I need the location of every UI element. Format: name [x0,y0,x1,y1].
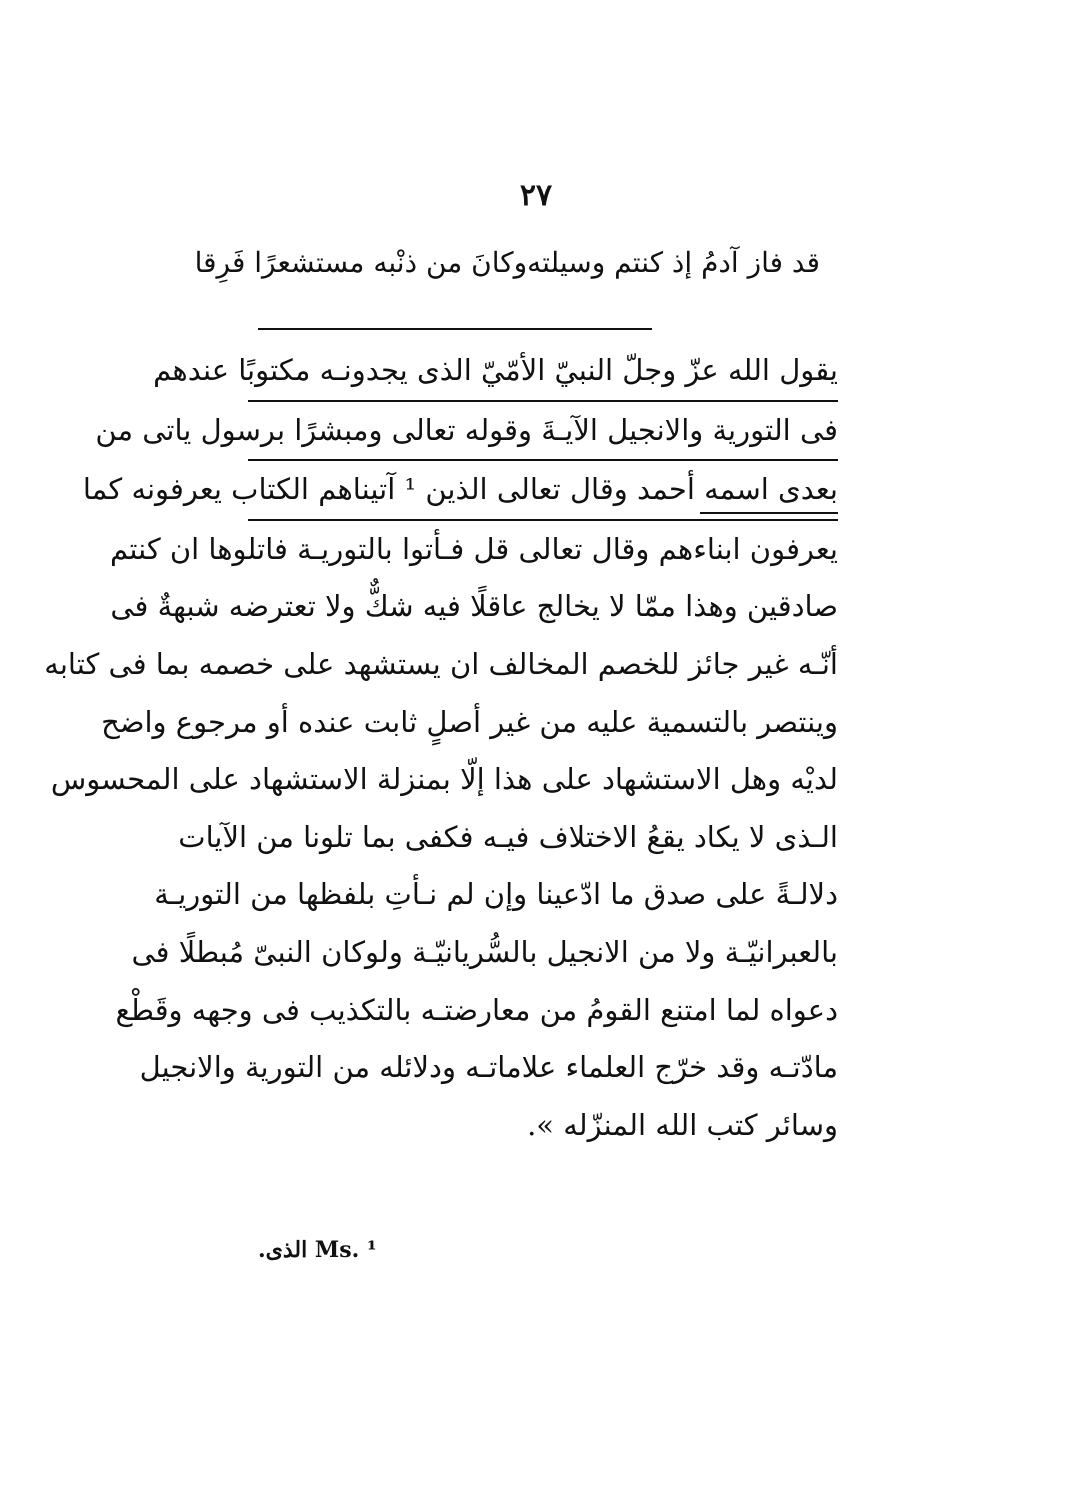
body-line-8: لديْه وهل الاستشهاد على هذا إلّا بمنزلة الاستشهاد على المحسوس [50,762,838,797]
page-number: ٢٧ [519,178,553,213]
body-line-14: وسائر كتب الله المنزّله ». [527,1107,838,1142]
body-line-12: دعواه لما امتنع القومُ من معارضتـه بالتكذيب فى وجهه وقَطْع [115,992,838,1027]
section-divider [258,328,652,330]
body-line-6: أنّـه غير جائز للخصم المخالف ان يستشهد على خصمه بما فى كتابه [44,646,838,681]
body-line-13: مادّتـه وقد خرّج العلماء علاماتـه ودلائله من التورية والانجيل [139,1050,838,1085]
body-line-2: فى التورية والانجيل الآيـةَ وقوله تعالى ومبشرًا برسول ياتى من [248,402,838,462]
footnote: ¹ .Ms الذى. [258,1237,377,1263]
verse-hemistich-right: قد فاز آدمُ إذ كنتم وسيلته [527,246,820,279]
body-line-3: بعدى اسمه أحمد وقال تعالى الذين ¹ آتيناهم الكتاب يعرفونه كما [248,461,838,521]
body-line-10: دلالـةً على صدق ما ادّعينا وإن لم نـأتِ بلفظها من التوريـة [154,877,838,912]
body-line-7: وينتصر بالتسمية عليه من غير أصلٍ ثابت عنده أو مرجوع واضح [101,704,838,739]
verse-hemistich-left: وكانَ من ذنْبه مستشعرًا فَرِقا [194,246,528,279]
verse-line [194,238,820,288]
body-line-1: يقول الله عزّ وجلّ النبيّ الأمّيّ الذى يجدونـه مكتوبًا عندهم [248,342,838,402]
body-line-11: بالعبرانيّـة ولا من الانجيل بالسُّريانيّـة ولوكان النبىّ مُبطلًا فى [131,934,838,969]
body-text [44,342,838,1154]
body-line-9: الـذى لا يكاد يقعُ الاختلاف فيـه فكفى بما تلونا من الآيات [178,819,838,854]
underline-line-4-partial [700,512,838,514]
body-line-4: يعرفون ابناءهم وقال تعالى قل فـأتوا بالتوريـة فاتلوها ان كنتم [110,531,838,566]
body-line-5: صادقين وهذا ممّا لا يخالج عاقلًا فيه شكٌّ ولا تعترضه شبهةٌ فى [110,589,838,624]
